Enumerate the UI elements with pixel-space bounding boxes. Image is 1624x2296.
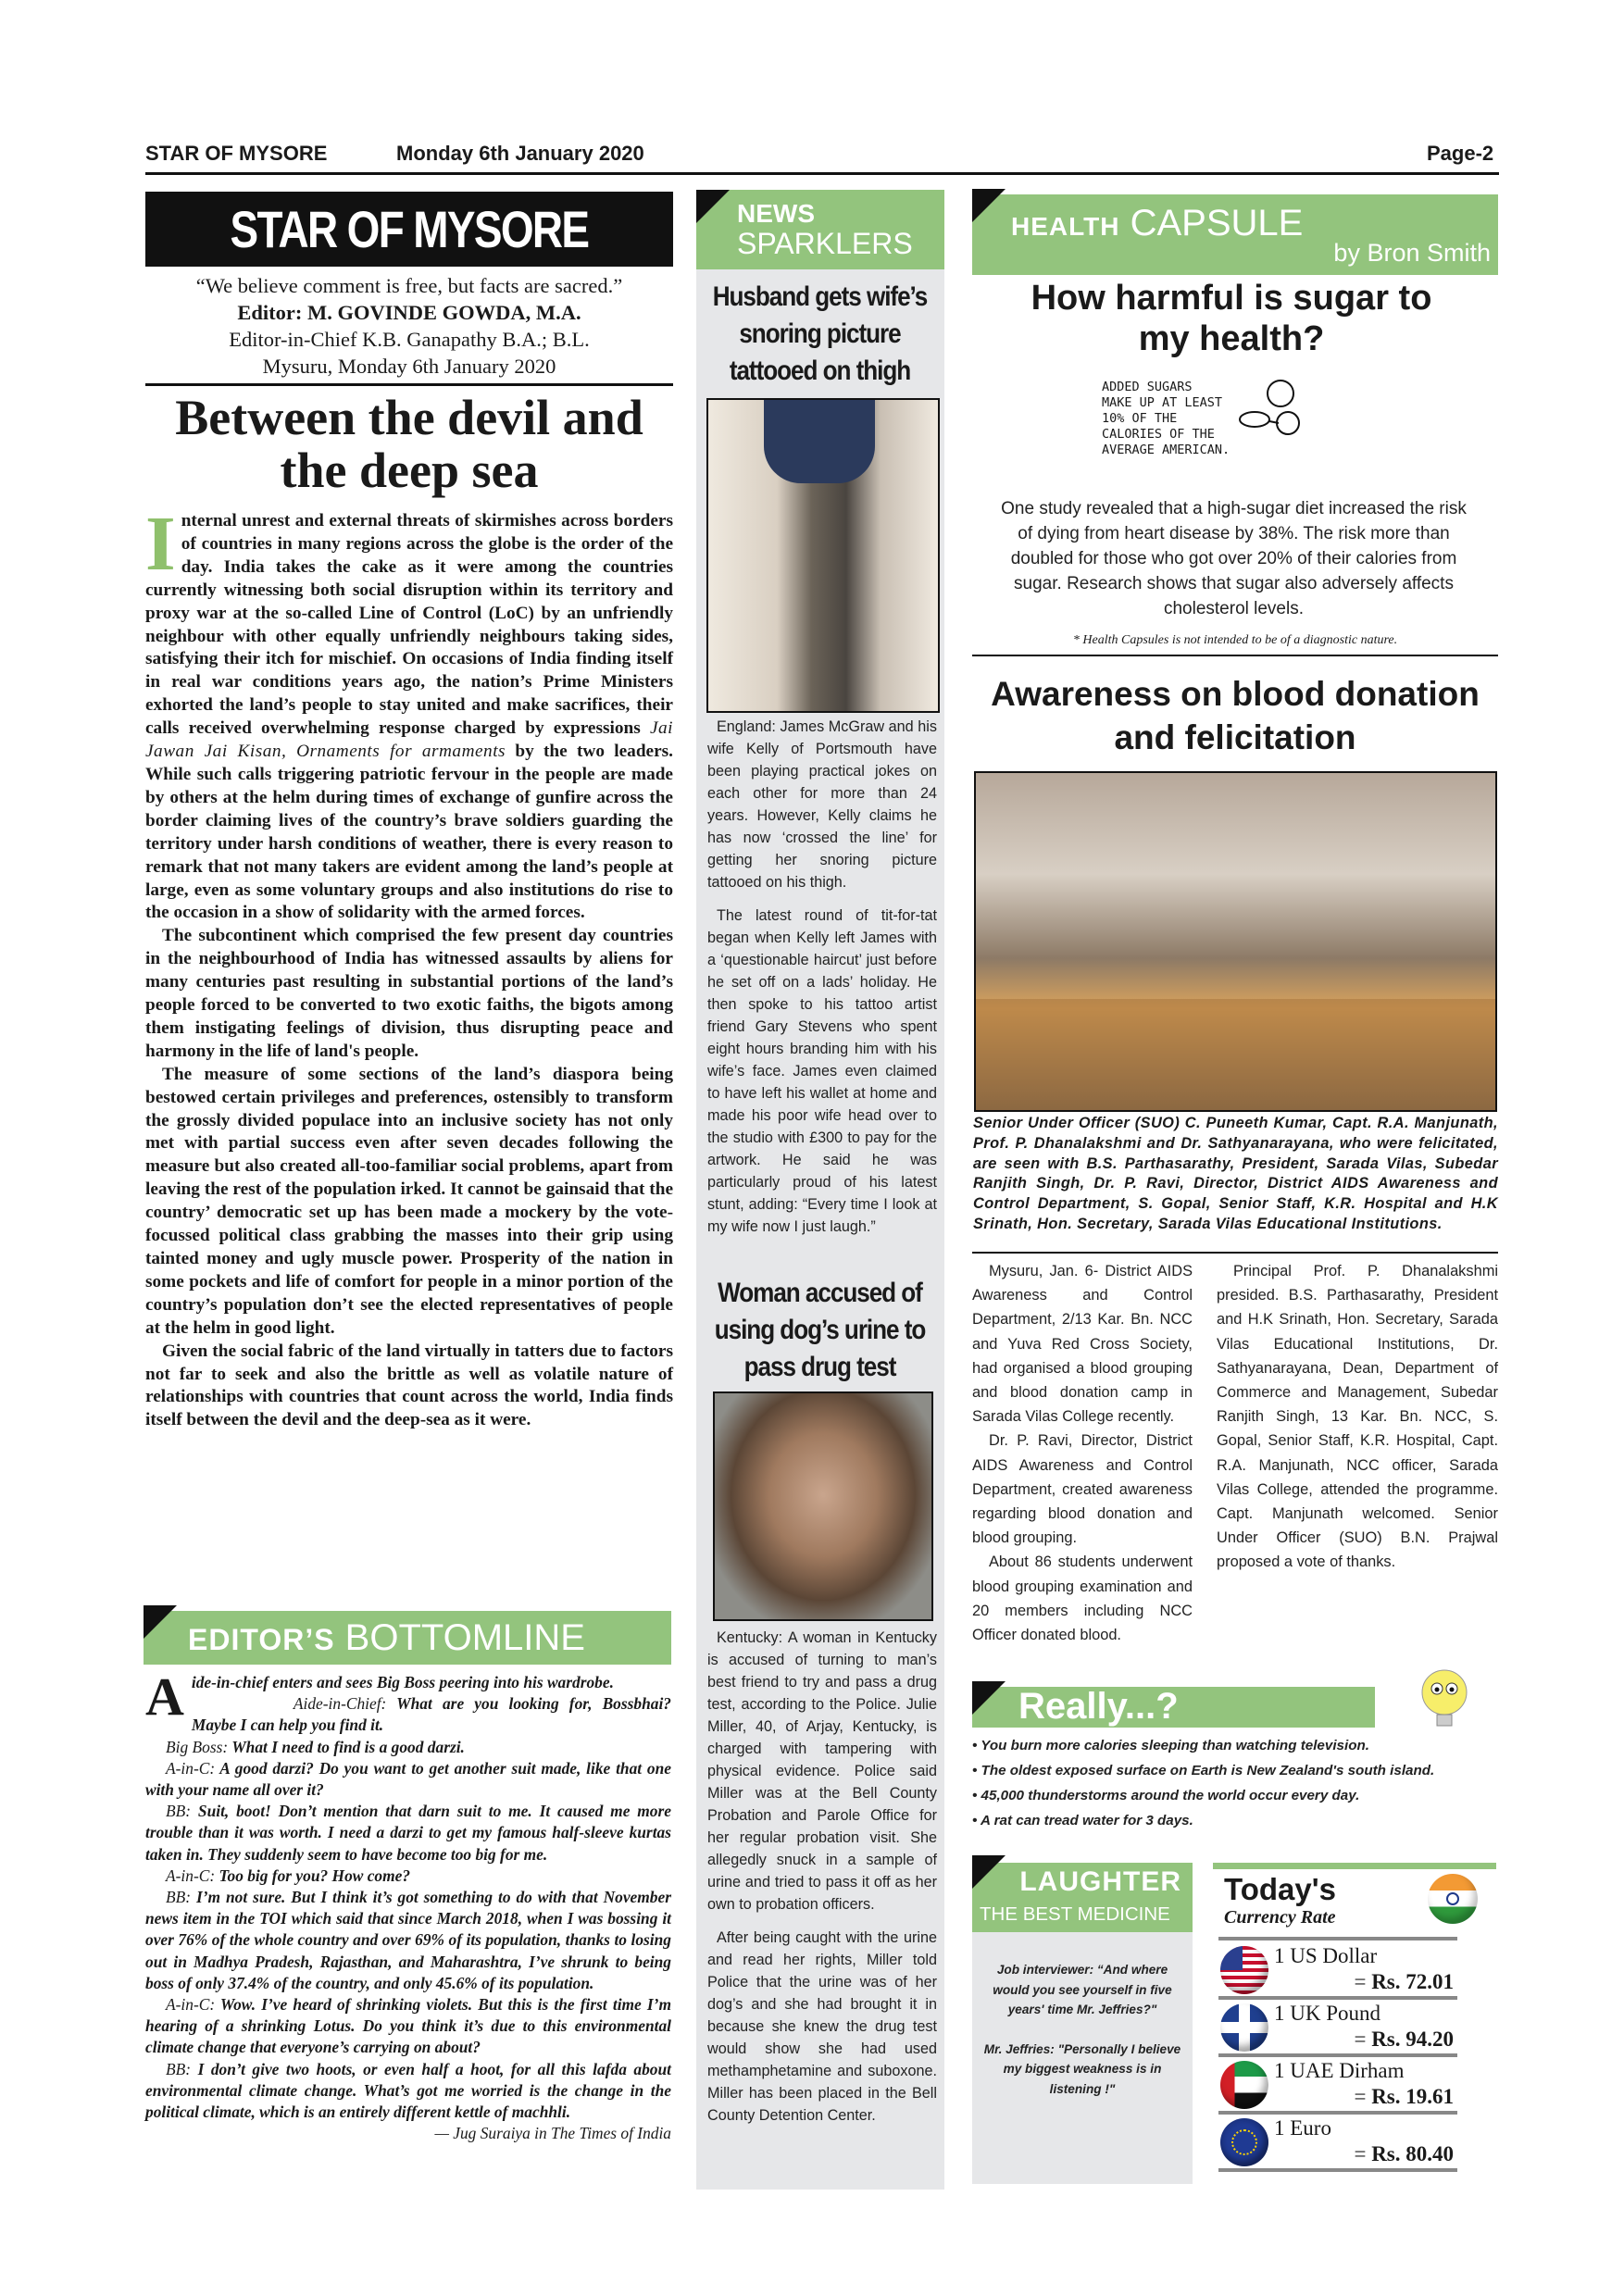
- currency-panel: [1213, 1863, 1500, 2187]
- motto: “We believe comment is free, but facts are sacred.”: [195, 274, 623, 297]
- corner-mark: [972, 1681, 1006, 1715]
- sugar-cartoon: ADDED SUGARS MAKE UP AT LEAST 10% OF THE CALORIES OF THE AVERAGE AMERICAN.: [1102, 380, 1230, 457]
- health-rule: [972, 655, 1498, 656]
- dialogue-line: BB: I don’t give two hoots, or even half a hoot, for all this lafda about environmental climate change. What’s got me worried is the change in the political climate, which is an entirely different kettle of machhli.: [145, 2059, 671, 2122]
- fact-item: • 45,000 thunderstorms around the world occur every day.: [972, 1788, 1360, 1803]
- bottomline-body: Aide-in-chief enters and sees Big Boss peering into his wardrobe. Aide-in-Chief: What are you looking for, Bossbhai? Maybe I can help you find it. Big Boss: What I need to find is a good darzi. A-in-C: A good darzi? Do you want to get another suit made, like that one with your name all over it? BB: Suit, boot! Don’t mention that darn suit to me. It caused me more trouble than it was worth. I need a darzi to get my famous half-sleeve kurtas taken in. They suddenly seem to have become too big for me. A-in-C: Too big for you? How come? BB: I’m not sure. But I think it’s got something to do with that November news item in the TOI which said that since March 2018, when I was bossing it over 76% of the whole country and over 69% of its population, thanks to losing out in Madhya Pradesh, Rajasthan, and Maharashtra, I’ve shrunk to being boss of only 37.4% of the country, and only 45.6% of its population. A-in-C: Wow. I’ve heard of shrinking violets. But this is the first time I’m hearing of a shrinking Lotus. Do you think it’s due to this environmental climate change that everyone’s carrying on about? BB: I don’t give two hoots, or even half a hoot, for all this lafda about environmental climate change. What’s got me worried is the change in the political climate, which is an entirely different kettle of machhli. — Jug Suraiya in The Times of India: [145, 1672, 671, 2144]
- corner-mark: [144, 1605, 177, 1639]
- felicitation-group-photo: [974, 771, 1497, 1112]
- fact-item: • A rat can tread water for 3 days.: [972, 1813, 1193, 1828]
- corner-mark: [696, 190, 730, 223]
- fact-item: • The oldest exposed surface on Earth is New Zealand's south island.: [972, 1763, 1435, 1778]
- editorial-paragraph: The measure of some sections of the land’s diaspora being bestowed certain privileges and preferences, ostensibly to transform the grossly divided populace into an inclusive society has not only met with partial success even after seven decades following the measure but also created all-too-familiar social problems, apart from leaving the rest of the population irked. It cannot be gainsaid that the country’ democratic set up has been made a mockery by the vote-focussed political class grabbing the masses into their grip using tainted money and ugly muscle power. Prosperity of the nation in some pockets and life of comfort for people in a minor portion of the country’s population don’t see the elected representatives of people at the helm in good light.: [145, 1064, 673, 1338]
- laughter-panel: [972, 1863, 1193, 2184]
- currency-value: = Rs. 80.40: [1354, 2142, 1454, 2165]
- currency-value: = Rs. 94.20: [1354, 2028, 1454, 2051]
- currency-row: [1218, 2115, 1457, 2172]
- dateline: Mysuru, Monday 6th January 2020: [262, 355, 556, 378]
- dialogue-line: A-in-C: Wow. I’ve heard of shrinking violets. But this is the first time I’m hearing of a shrinking Lotus. Do you think it’s due to this environmental climate change that everyone’s carrying on about?: [145, 1995, 671, 2057]
- editorial-paragraph: The subcontinent which comprised the few present day countries in the neighbourhood of India has witnessed assaults by aliens for many centuries past resulting in substantial portions of the land’s people forced to be converted to two exotic faiths, the bigots among them instigating feelings of division, thus disrupting peace and harmony in the life of land's people.: [145, 926, 673, 1061]
- uae-flag-icon: [1220, 2061, 1268, 2109]
- dialogue-line: A-in-C: A good darzi? Do you want to get another suit made, like that one with your name all over it?: [145, 1758, 671, 1800]
- uk-flag-icon: [1220, 2003, 1268, 2052]
- awareness-title: Awareness on blood donation and felicitation: [991, 675, 1480, 756]
- header-page-number: Page-2: [1427, 142, 1494, 165]
- fact-item: • You burn more calories sleeping than watching television.: [972, 1738, 1369, 1753]
- photo-caption: Senior Under Officer (SUO) C. Puneeth Kumar, Capt. R.A. Manjunath, Prof. P. Dhanalakshmi and Dr. Sathyanarayana, who were felicitated, are seen with B.S. Parthasarathy, President, Sarada Vilas, Subedar Ranjith Singh, Dr. P. Ravi, Director, District AIDS Awareness and Control Department, S. Gopal, Senior Staff, K.R. Hospital and H.K Srinath, Hon. Secretary, Sarada Vilas Educational Institutions.: [973, 1115, 1498, 1232]
- header-paper-name: STAR OF MYSORE: [145, 142, 328, 165]
- laughter-banner: LAUGHTER THE BEST MEDICINE: [972, 1863, 1193, 1932]
- header-date: Monday 6th January 2020: [396, 142, 644, 165]
- health-body: One study revealed that a high-sugar diet increased the risk of dying from heart disease by 38%. The risk more than doubled for those who got over 20% of their calories from sugar. Research shows that sugar also adversely affects cholesterol levels.: [1001, 499, 1467, 618]
- really-facts-list: [972, 1733, 1498, 1833]
- news-sparklers-panel: [696, 190, 944, 2190]
- corner-mark: [972, 189, 1006, 222]
- left-column: [145, 192, 673, 1432]
- awareness-col-1: Mysuru, Jan. 6- District AIDS Awareness and Control Department, 2/13 Kar. Bn. NCC and Yuva Red Cross Society, had organised a blood grouping and blood donation camp in Sarada Vilas College recently. Dr. P. Ravi, Director, District AIDS Awareness and Control Department, created awareness regarding blood donation and blood grouping. About 86 students underwent blood grouping examination and 20 members including NCC Officer donated blood.: [972, 1263, 1193, 1644]
- tattoo-photo: [706, 398, 940, 713]
- cartoon-figure-icon: [1236, 375, 1310, 449]
- joke-answer: Mr. Jeffries: "Personally I believe my biggest weakness is in listening !": [983, 2041, 1181, 2096]
- currency-row: [1218, 1942, 1457, 2000]
- currency-name: 1 Euro: [1274, 2116, 1331, 2140]
- really-banner: Really...?: [972, 1687, 1375, 1728]
- currency-subtitle: Currency Rate: [1224, 1907, 1336, 1928]
- dialogue-line: BB: Suit, boot! Don’t mention that darn suit to me. It caused me more trouble than it was worth. I need a darzi to get my famous half-sleeve kurtas taken in. They suddenly seem to have become too big for me.: [145, 1802, 671, 1864]
- drop-cap: A: [145, 1666, 184, 1727]
- story1-body: England: James McGraw and his wife Kelly of Portsmouth have been playing practical jokes on each other for more than 24 years. However, Kelly claims he has now ‘crossed the line’ for getting her snoring picture tattooed on his thigh. The latest round of tit-for-tat began when Kelly left James with a ‘questionable haircut’ just before he set off on a lads’ holiday. He then spoke to his tattoo artist friend Gary Stevens who spent eight hours branding him with his wife’s face. James even claimed to have left his wallet at home and made his poor wife head over to the studio with £300 to pay for the artwork. He said he was particularly proud of his latest stunt, adding: “Every time I look at my wife now I just laugh.”: [707, 718, 937, 1235]
- us-flag-icon: [1220, 1946, 1268, 1994]
- editorial-paragraph: Given the social fabric of the land virtually in tatters due to factors not far to seek and also the brittle as well as volatile nature of relationships with countries that count across the world, India finds itself between the devil and the deep-sea as it were.: [145, 1341, 673, 1430]
- story1-headline: Husband gets wife’s snoring picture tattooed on thigh: [712, 281, 928, 386]
- caption-rule: [972, 1252, 1498, 1254]
- eu-flag-icon: [1220, 2118, 1268, 2166]
- currency-value: = Rs. 19.61: [1354, 2085, 1454, 2108]
- dialogue-line: Aide-in-Chief: What are you looking for, Bossbhai? Maybe I can help you find it.: [191, 1694, 671, 1735]
- editorial-body: Internal unrest and external threats of skirmishes across borders of countries in many regions across the globe is the order of the day. India takes the cake as it were among the countries currently witnessing both social disruption within its territory and proxy war at the so-called Line of Control (LoC) by an unfriendly neighbour with other equally unfriendly neighbours taking sides, satisfying their itch for mischief. On occasions of India finding itself in real war conditions years ago, the nation’s Prime Ministers exhorted the land’s people to stay united and make sacrifices, their calls received overwhelming response charged by expressions Jai Jawan Jai Kisan, Ornaments for armaments by the two leaders. While such calls triggering patriotic fervour in the people are made by others at the helm during times of exchange of gunfire across the border claiming lives of the country’s brave soldiers guarding the territory under harsh conditions of weather, there is every reason to remark that not many takers are evident among the land’s people at large, even as some voluntary groups and also institutions do rise to the occasion in a show of solidarity with the armed forces. The subcontinent which comprised the few present day countries in the neighbourhood of India has witnessed assaults by aliens for many centuries past resulting in substantial portions of the land’s people forced to be converted to two exotic faiths, the bigots among them instigating feelings of division, thus disrupting peace and harmony in the life of land's people. The measure of some sections of the land’s diaspora being bestowed certain privileges and preferences, ostensibly to transform the grossly divided populace into an inclusive society has not only met with partial success even after seven decades following the measure but also created all-too-familiar social problems, apart from leaving the rest of the population irked. It cannot be gainsaid that the country’ democratic set up has been made a mockery by the vote-focussed political class grabbing the masses into their grip using tainted money and ugly muscle power. Prosperity of the nation in some pockets and life of comfort for people in a minor portion of the country’s population don’t see the elected representatives of people at the helm in good light. Given the social fabric of the land virtually in tatters due to factors not far to seek and also the brittle as well as volatile nature of relationships with countries that count across the world, India finds itself between the devil and the deep-sea as it were.: [145, 510, 673, 1432]
- india-flag-icon: [1428, 1874, 1478, 1924]
- currency-name: 1 UAE Dirham: [1274, 2059, 1405, 2082]
- health-disclaimer: * Health Capsules is not intended to be of a diagnostic nature.: [1072, 633, 1398, 647]
- masthead-logo: STAR OF MYSORE: [145, 192, 673, 267]
- editorial-title: Between the devil and the deep sea: [175, 390, 643, 498]
- masthead-info: [145, 272, 673, 380]
- editor-line: Editor: M. GOVINDE GOWDA, M.A.: [237, 301, 581, 324]
- dialogue-line: A-in-C: Too big for you? How come?: [166, 1866, 411, 1885]
- story2-body: Kentucky: A woman in Kentucky is accused of turning to man’s best friend to try and pass a drug test, according to the Police. Julie Miller, 40, of Arjay, Kentucky, is charged with tampering with physical evidence. Police said Miller was at the Bell County Probation and Parole Office for her regular probation visit. She allegedly snuck in a sample of urine and tried to pass it off as her own to probation officers. After being caught with the urine and read her rights, Miller told Police that the urine was of her dog’s and she had brought it in because she knew the drug test would show she had used methamphetamine and suboxone. Miller has been placed in the Bell County Detention Center.: [707, 1629, 937, 2124]
- bottomline-credit: — Jug Suraiya in The Times of India: [434, 2124, 671, 2143]
- currency-row: [1218, 2057, 1457, 2115]
- header-rule: [145, 172, 1499, 175]
- story2-headline: Woman accused of using dog’s urine to pass drug test: [714, 1278, 926, 1382]
- currency-value: = Rs. 72.01: [1354, 1970, 1454, 1993]
- dialogue-line: BB: I’m not sure. But I think it’s got something to do with that November news item in the TOI which said that since March 2018, when I was bossing it over 76% of the whole country and over 69% of its population, thanks to losing out in Madhya Pradesh, Rajasthan, and Maharashtra, I’ve shrunk to being boss of only 37.4% of the country, and only 45.6% of its population.: [145, 1888, 671, 1992]
- currency-name: 1 UK Pound: [1274, 2002, 1381, 2025]
- health-capsule-banner: HEALTH CAPSULE by Bron Smith: [972, 194, 1498, 275]
- bottomline-banner: EDITOR’S BOTTOMLINE: [144, 1611, 671, 1665]
- joke-question: Job interviewer: “And where would you see yourself in five years' time Mr. Jeffries?": [993, 1963, 1172, 2016]
- corner-mark: [972, 1855, 1006, 1889]
- sparklers-banner: NEWS SPARKLERS: [696, 190, 944, 269]
- dialogue-line: Big Boss: What I need to find is a good darzi.: [166, 1737, 465, 1756]
- currency-name: 1 US Dollar: [1274, 1944, 1378, 1967]
- masthead-rule: [145, 383, 673, 386]
- health-byline: by Bron Smith: [1333, 239, 1491, 267]
- health-title: How harmful is sugar to my health?: [1031, 279, 1432, 358]
- mugshot-photo: [713, 1391, 933, 1621]
- awareness-col-2: Principal Prof. P. Dhanalakshmi presided. B.S. Parthasarathy, President and H.K Srinath, Hon. Secretary, Sarada Vilas Educational Institutions, Dr. Sathyanarayana, Dean, Department of Commerce and Management, Subedar Ranjith Singh, 13 Kar. Bn. NCC, S. Gopal, Senior Staff, K.R. Hospital, Capt. R.A. Manjunath, NCC officer, Sarada Vilas College, attended the programme. Capt. Manjunath welcomed. Senior Under Officer (SUO) B.N. Prajwal proposed a vote of thanks.: [1217, 1263, 1498, 1571]
- currency-row: [1218, 2000, 1457, 2057]
- lightbulb-mascot-icon: [1412, 1666, 1477, 1731]
- currency-title: Today's: [1224, 1872, 1336, 1906]
- drop-cap: I: [145, 501, 176, 587]
- editor-in-chief-line: Editor-in-Chief K.B. Ganapathy B.A.; B.L.: [229, 328, 590, 351]
